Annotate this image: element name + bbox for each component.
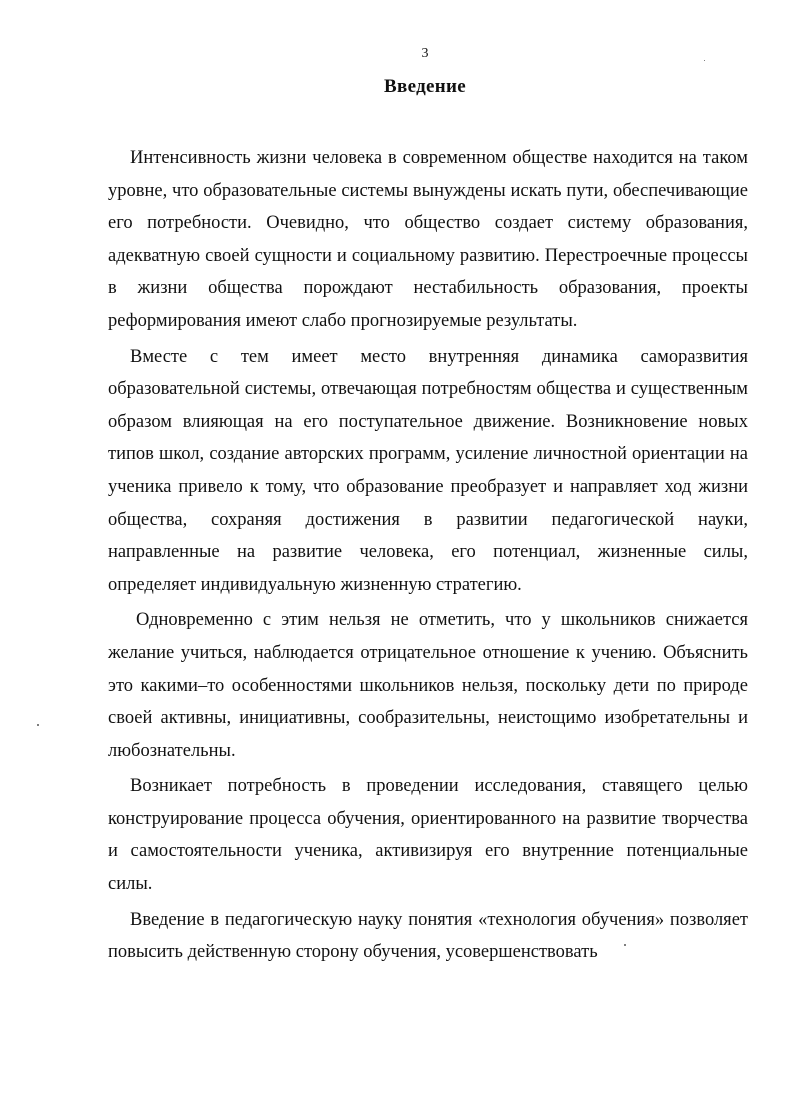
paragraph-3: Одновременно с этим нельзя не отметить, что у школьников снижается желание учиться, наблюдается отрицательное отношение к учению. Объяснить это какими–то особенностями школьников нельзя, поскольку дети по природе своей активны, инициативны, сообразительны, неистощимо изобретательны и любознательны. <box>108 610 748 761</box>
body-text <box>108 142 748 969</box>
scan-speck <box>624 944 626 946</box>
paragraph-1: Интенсивность жизни человека в современном обществе находится на таком уровне, что образовательные системы вынуждены искать пути, обеспечивающие его потребности. Очевидно, что общество создает систему образования, адекватную своей сущности и социальному развитию. Перестроечные процессы в жизни общества порождают нестабильность образования, проекты реформирования имеют слабо прогнозируемые результаты. <box>108 148 748 331</box>
page-title: Введение <box>384 76 466 97</box>
scan-speck <box>37 724 39 726</box>
paragraph-4: Возникает потребность в проведении исследования, ставящего целью конструирование процесса обучения, ориентированного на развитие творчества и самостоятельности ученика, активизируя его внутренние потенциальные силы. <box>108 776 748 895</box>
page-number: 3 <box>421 46 429 61</box>
scan-speck <box>704 60 705 61</box>
paragraph-5: Введение в педагогическую науку понятия «технология обучения» позволяет повысить действенную сторону обучения, усовершенствовать <box>108 909 748 963</box>
paragraph-2: Вместе с тем имеет место внутренняя динамика саморазвития образовательной системы, отвечающая потребностям общества и существенным образом влияющая на его поступательное движение. Возникновение новых типов школ, создание авторских программ, усиление личностной ориентации на ученика привело к тому, что образование преобразует и направляет ход жизни общества, сохраняя достижения в развитии педагогической науки, направленные на развитие человека, его потенциал, жизненные силы, определяет индивидуальную жизненную стратегию. <box>108 346 748 595</box>
